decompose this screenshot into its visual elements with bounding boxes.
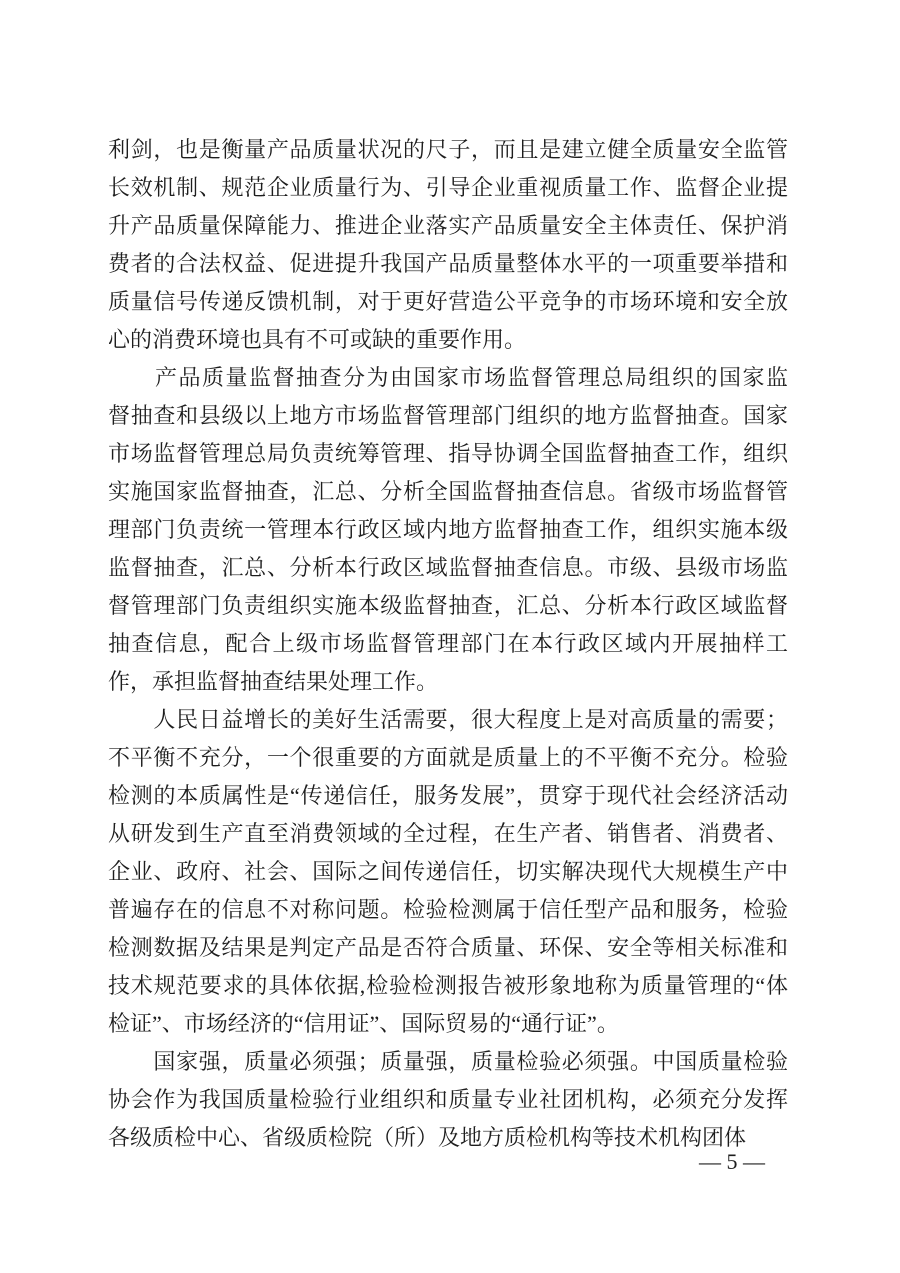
text-line: 心的消费环境也具有不可或缺的重要作用。 bbox=[108, 327, 527, 352]
text-line: 企业、政府、社会、国际之间传递信任，切实解决现代大规模生产中 bbox=[108, 859, 788, 884]
text-line: 检测数据及结果是判定产品是否符合质量、环保、安全等相关标准和 bbox=[108, 935, 788, 960]
text-line: 质量信号传递反馈机制，对于更好营造公平竞争的市场环境和安全放 bbox=[108, 289, 788, 314]
text-line: 各级质检中心、省级质检院（所）及地方质检机构等技术机构团体 bbox=[108, 1125, 747, 1150]
text-line: 检证”、市场经济的“信用证”、国际贸易的“通行证”。 bbox=[108, 1011, 619, 1036]
text-line: 协会作为我国质量检验行业组织和质量专业社团机构，必须充分发挥 bbox=[108, 1087, 788, 1112]
text-line: 不平衡不充分，一个很重要的方面就是质量上的不平衡不充分。检验 bbox=[108, 745, 788, 770]
text-line: 监督抽查，汇总、分析本行政区域监督抽查信息。市级、县级市场监 bbox=[108, 555, 788, 580]
text-line: 产品质量监督抽查分为由国家市场监督管理总局组织的国家监 bbox=[108, 365, 788, 390]
text-line: 理部门负责统一管理本行政区域内地方监督抽查工作，组织实施本级 bbox=[108, 517, 788, 542]
text-line: 长效机制、规范企业质量行为、引导企业重视质量工作、监督企业提 bbox=[108, 175, 788, 200]
paragraph bbox=[108, 359, 788, 701]
document-body bbox=[108, 131, 788, 1157]
text-line: 费者的合法权益、促进提升我国产品质量整体水平的一项重要举措和 bbox=[108, 251, 788, 276]
text-line: 从研发到生产直至消费领域的全过程，在生产者、销售者、消费者、 bbox=[108, 821, 788, 846]
text-line: 利剑，也是衡量产品质量状况的尺子，而且是建立健全质量安全监管 bbox=[108, 137, 788, 162]
paragraph bbox=[108, 701, 788, 1043]
paragraph bbox=[108, 1043, 788, 1157]
text-line: 作，承担监督抽查结果处理工作。 bbox=[108, 669, 439, 694]
text-line: 督管理部门负责组织实施本级监督抽查，汇总、分析本行政区域监督 bbox=[108, 593, 788, 618]
text-line: 市场监督管理总局负责统筹管理、指导协调全国监督抽查工作，组织 bbox=[108, 441, 788, 466]
text-line: 督抽查和县级以上地方市场监督管理部门组织的地方监督抽查。国家 bbox=[108, 403, 788, 428]
text-line: 实施国家监督抽查，汇总、分析全国监督抽查信息。省级市场监督管 bbox=[108, 479, 788, 504]
text-line: 国家强，质量必须强；质量强，质量检验必须强。中国质量检验 bbox=[108, 1049, 788, 1074]
text-line: 检测的本质属性是“传递信任，服务发展”，贯穿于现代社会经济活动 bbox=[108, 783, 788, 808]
text-line: 抽查信息，配合上级市场监督管理部门在本行政区域内开展抽样工 bbox=[108, 631, 788, 656]
page-number: — 5 — bbox=[699, 1149, 765, 1174]
text-line: 技术规范要求的具体依据,检验检测报告被形象地称为质量管理的“体 bbox=[108, 973, 788, 998]
paragraph bbox=[108, 131, 788, 359]
text-line: 升产品质量保障能力、推进企业落实产品质量安全主体责任、保护消 bbox=[108, 213, 788, 238]
text-line: 普遍存在的信息不对称问题。检验检测属于信任型产品和服务，检验 bbox=[108, 897, 788, 922]
text-line: 人民日益增长的美好生活需要，很大程度上是对高质量的需要； bbox=[108, 707, 788, 732]
